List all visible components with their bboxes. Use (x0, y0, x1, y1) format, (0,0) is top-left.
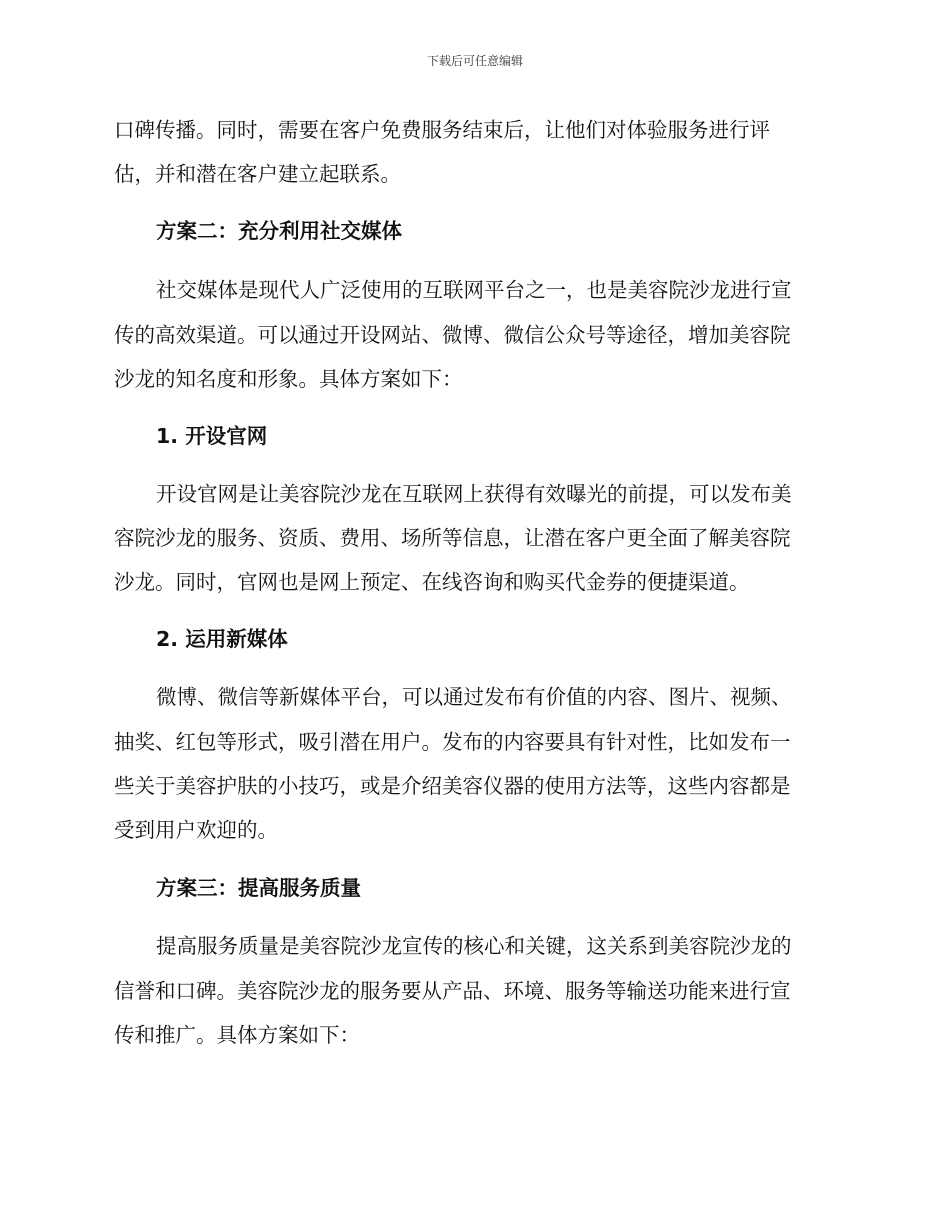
section-heading-plan2: 方案二：充分利用社交媒体 (156, 219, 402, 243)
paragraph-line: 估，并和潜在客户建立起联系。 (114, 162, 401, 186)
paragraph-line: 容院沙龙的服务、资质、费用、场所等信息，让潜在客户更全面了解美容院 (114, 526, 791, 550)
paragraph-line: 微博、微信等新媒体平台，可以通过发布有价值的内容、图片、视频、 (156, 685, 792, 709)
subsection-heading-item2: 2. 运用新媒体 (156, 627, 288, 651)
paragraph-line: 些关于美容护肤的小技巧，或是介绍美容仪器的使用方法等，这些内容都是 (114, 774, 791, 798)
subsection-heading-item1: 1. 开设官网 (156, 424, 268, 448)
paragraph-line: 传和推广。具体方案如下： (114, 1023, 360, 1047)
paragraph-line: 口碑传播。同时，需要在客户免费服务结束后，让他们对体验服务进行评 (114, 118, 770, 142)
paragraph-line: 受到用户欢迎的。 (114, 818, 278, 842)
paragraph-line: 社交媒体是现代人广泛使用的互联网平台之一，也是美容院沙龙进行宣 (156, 278, 792, 302)
section-heading-plan3: 方案三：提高服务质量 (156, 876, 361, 900)
paragraph-line: 提高服务质量是美容院沙龙宣传的核心和关键，这关系到美容院沙龙的 (156, 934, 792, 958)
paragraph-line: 开设官网是让美容院沙龙在互联网上获得有效曝光的前提，可以发布美 (156, 482, 792, 506)
paragraph-line: 沙龙。同时，官网也是网上预定、在线咨询和购买代金券的便捷渠道。 (114, 570, 750, 594)
paragraph-line: 传的高效渠道。可以通过开设网站、微博、微信公众号等途径，增加美容院 (114, 323, 791, 347)
paragraph-line: 信誉和口碑。美容院沙龙的服务要从产品、环境、服务等输送功能来进行宣 (114, 979, 791, 1003)
paragraph-line: 沙龙的知名度和形象。具体方案如下： (114, 367, 463, 391)
page-header: 下载后可任意编辑 (426, 54, 523, 68)
paragraph-line: 抽奖、红包等形式，吸引潜在用户。发布的内容要具有针对性，比如发布一 (114, 730, 791, 754)
